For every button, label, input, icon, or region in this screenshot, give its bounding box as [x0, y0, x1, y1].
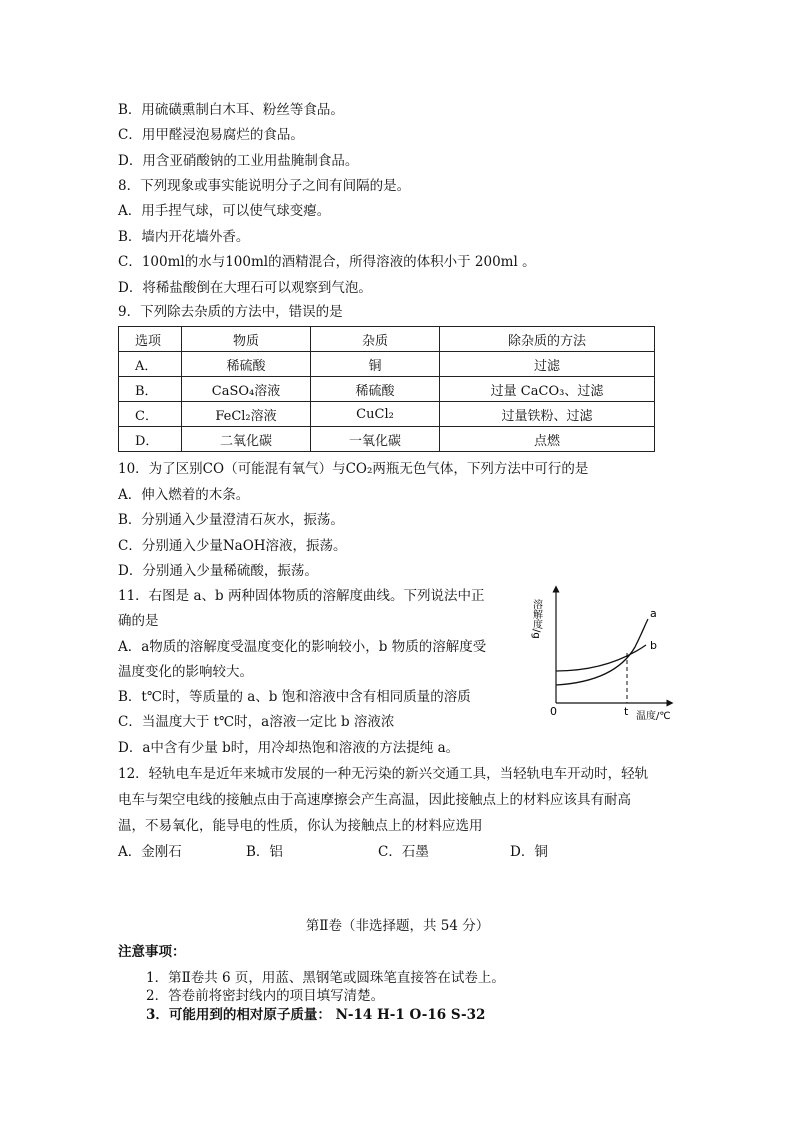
question-11-line2: 确的是: [118, 613, 159, 629]
q10-option-b: B．分别通入少量澄清石灰水，振荡。: [118, 512, 344, 528]
q12-option-d: D．铜: [510, 844, 548, 860]
table-cell: CuCl₂: [311, 402, 440, 427]
table-cell: 点燃: [440, 427, 655, 452]
q8-option-a: A．用手捏气球，可以使气球变瘪。: [118, 203, 331, 219]
table-header-cell: 杂质: [311, 327, 440, 352]
table-cell: 稀硫酸: [182, 352, 311, 377]
solubility-curve-figure: [530, 585, 690, 725]
note-1: 1．第Ⅱ卷共 6 页，用蓝、黑钢笔或圆珠笔直接答在试卷上。: [146, 970, 505, 986]
graph-origin: 0: [550, 705, 557, 718]
impurity-table: [118, 326, 655, 452]
table-cell: D．: [119, 427, 182, 452]
question-12-line2: 电车与架空电线的接触点由于高速摩擦会产生高温，因此接触点上的材料应该具有耐高: [118, 792, 631, 808]
curve-a-label: a: [650, 607, 657, 620]
curve-b: [556, 645, 646, 671]
table-cell: 过量 CaCO₃、过滤: [440, 377, 655, 402]
graph-ylabel: 溶解度/g: [530, 599, 542, 639]
question-9: 9．下列除去杂质的方法中，错误的是: [118, 304, 343, 320]
note-3: 3．可能用到的相对原子质量： N-14 H-1 O-16 S-32: [146, 1007, 486, 1023]
question-11-line1: 11．右图是 a、b 两种固体物质的溶解度曲线。下列说法中正: [118, 588, 485, 604]
question-12-line1: 12．轻轨电车是近年来城市发展的一种无污染的新兴交通工具，当轻轨电车开动时，轻轨: [118, 766, 649, 782]
graph-t-label: t: [624, 705, 629, 718]
q8-option-c: C．100ml的水与100ml的酒精混合，所得溶液的体积小于 200ml 。: [118, 254, 536, 270]
q8-option-d: D．将稀盐酸倒在大理石可以观察到气泡。: [118, 280, 372, 296]
table-row: [119, 427, 655, 452]
table-cell: 二氧化碳: [182, 427, 311, 452]
table-cell: C．: [119, 402, 182, 427]
q11-option-b: B．t℃时，等质量的 a、b 饱和溶液中含有相同质量的溶质: [118, 689, 471, 705]
table-cell: 铜: [311, 352, 440, 377]
table-cell: B．: [119, 377, 182, 402]
q7-option-d: D．用含亚硝酸钠的工业用盐腌制食品。: [118, 153, 359, 169]
table-cell: 稀硫酸: [311, 377, 440, 402]
q7-option-b: B．用硫磺熏制白木耳、粉丝等食品。: [118, 102, 344, 118]
question-8: 8．下列现象或事实能说明分子之间有间隔的是。: [118, 178, 411, 194]
question-12-line3: 温，不易氧化，能导电的性质，你认为接触点上的材料应选用: [118, 818, 483, 834]
table-row: [119, 377, 655, 402]
table-cell: CaSO₄溶液: [182, 377, 311, 402]
table-row: [119, 402, 655, 427]
q10-option-c: C．分别通入少量NaOH溶液，振荡。: [118, 538, 347, 554]
q11-option-a-line1: A．a物质的溶解度受温度变化的影响较小，b 物质的溶解度受: [118, 639, 487, 655]
notes-heading: 注意事项：: [118, 944, 186, 960]
q12-option-a: A．金刚石: [118, 844, 182, 860]
table-header-row: [119, 327, 655, 352]
table-cell: 一氧化碳: [311, 427, 440, 452]
q12-option-c: C．石墨: [378, 844, 429, 860]
table-row: [119, 352, 655, 377]
table-cell: A．: [119, 352, 182, 377]
q8-option-b: B．墙内开花墙外香。: [118, 229, 250, 245]
q12-option-b: B．铝: [246, 844, 283, 860]
table-cell: 过滤: [440, 352, 655, 377]
graph-xlabel: 温度/℃: [636, 711, 671, 722]
q7-option-c: C．用甲醛浸泡易腐烂的食品。: [118, 127, 304, 143]
q11-option-a-line2: 温度变化的影响较大。: [118, 664, 253, 680]
table-cell: 过量铁粉、过滤: [440, 402, 655, 427]
q11-option-d: D．a中含有少量 b时，用冷却热饱和溶液的方法提纯 a。: [118, 740, 460, 756]
question-10: 10．为了区别CO（可能混有氧气）与CO₂两瓶无色气体，下列方法中可行的是: [118, 461, 589, 477]
table-header-cell: 选项: [119, 327, 182, 352]
table-cell: FeCl₂溶液: [182, 402, 311, 427]
section-title: 第Ⅱ卷（非选择题，共 54 分）: [305, 918, 490, 934]
table-header-cell: 除杂质的方法: [440, 327, 655, 352]
q10-option-a: A．伸入燃着的木条。: [118, 487, 250, 503]
curve-b-label: b: [650, 639, 657, 652]
q11-option-c: C．当温度大于 t℃时，a溶液一定比 b 溶液浓: [118, 714, 395, 730]
table-header-cell: 物质: [182, 327, 311, 352]
note-2: 2．答卷前将密封线内的项目填写清楚。: [146, 988, 385, 1004]
q10-option-d: D．分别通入少量稀硫酸，振荡。: [118, 563, 318, 579]
